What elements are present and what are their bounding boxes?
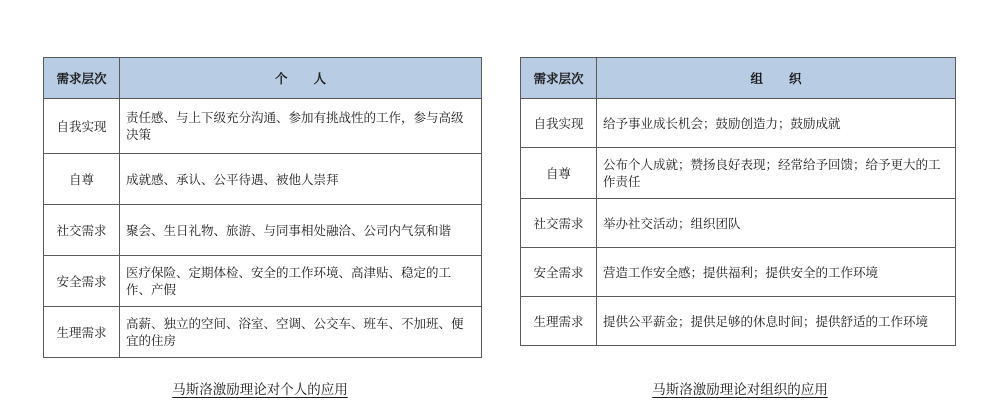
header-organization-label: 组织 xyxy=(750,71,828,86)
organization-application-cell: 举办社交活动；组织团队 xyxy=(597,199,956,248)
table-row xyxy=(44,205,482,256)
table-row xyxy=(521,297,956,346)
table-header-row xyxy=(521,58,956,99)
table-row xyxy=(44,307,482,358)
organization-table-caption: 马斯洛激励理论对组织的应用 xyxy=(652,382,828,398)
need-level-cell: 社交需求 xyxy=(44,205,120,256)
personal-application-cell: 聚会、生日礼物、旅游、与同事相处融洽、公司内气氛和谐 xyxy=(120,205,482,256)
table-row xyxy=(44,154,482,205)
need-level-cell: 安全需求 xyxy=(521,248,597,297)
header-need-level: 需求层次 xyxy=(521,58,597,99)
table-row xyxy=(521,199,956,248)
header-personal-label: 个人 xyxy=(274,71,352,86)
organization-application-cell: 营造工作安全感；提供福利；提供安全的工作环境 xyxy=(597,248,956,297)
need-level-cell: 社交需求 xyxy=(521,199,597,248)
table-row xyxy=(521,248,956,297)
personal-application-cell: 高薪、独立的空间、浴室、空调、公交车、班车、不加班、便宜的住房 xyxy=(120,307,482,358)
need-level-cell: 安全需求 xyxy=(44,256,120,307)
header-need-level: 需求层次 xyxy=(44,58,120,99)
table-header-row xyxy=(44,58,482,99)
table-row xyxy=(44,256,482,307)
table-row xyxy=(44,99,482,154)
personal-application-cell: 医疗保险、定期体检、安全的工作环境、高津贴、稳定的工作、产假 xyxy=(120,256,482,307)
organization-application-cell: 给予事业成长机会；鼓励创造力；鼓励成就 xyxy=(597,99,956,148)
organization-application-cell: 公布个人成就；赞扬良好表现；经常给予回馈；给予更大的工作责任 xyxy=(597,148,956,199)
need-level-cell: 自我实现 xyxy=(44,99,120,154)
table-row xyxy=(521,99,956,148)
personal-needs-table xyxy=(43,57,482,358)
personal-table-caption: 马斯洛激励理论对个人的应用 xyxy=(172,382,348,398)
personal-application-cell: 责任感、与上下级充分沟通、参加有挑战性的工作，参与高级决策 xyxy=(120,99,482,154)
organization-application-cell: 提供公平薪金；提供足够的休息时间；提供舒适的工作环境 xyxy=(597,297,956,346)
header-personal xyxy=(120,58,482,99)
need-level-cell: 生理需求 xyxy=(44,307,120,358)
table-row xyxy=(521,148,956,199)
need-level-cell: 自尊 xyxy=(44,154,120,205)
organization-needs-table xyxy=(520,57,956,346)
need-level-cell: 自我实现 xyxy=(521,99,597,148)
need-level-cell: 生理需求 xyxy=(521,297,597,346)
personal-application-cell: 成就感、承认、公平待遇、被他人崇拜 xyxy=(120,154,482,205)
header-organization xyxy=(597,58,956,99)
need-level-cell: 自尊 xyxy=(521,148,597,199)
